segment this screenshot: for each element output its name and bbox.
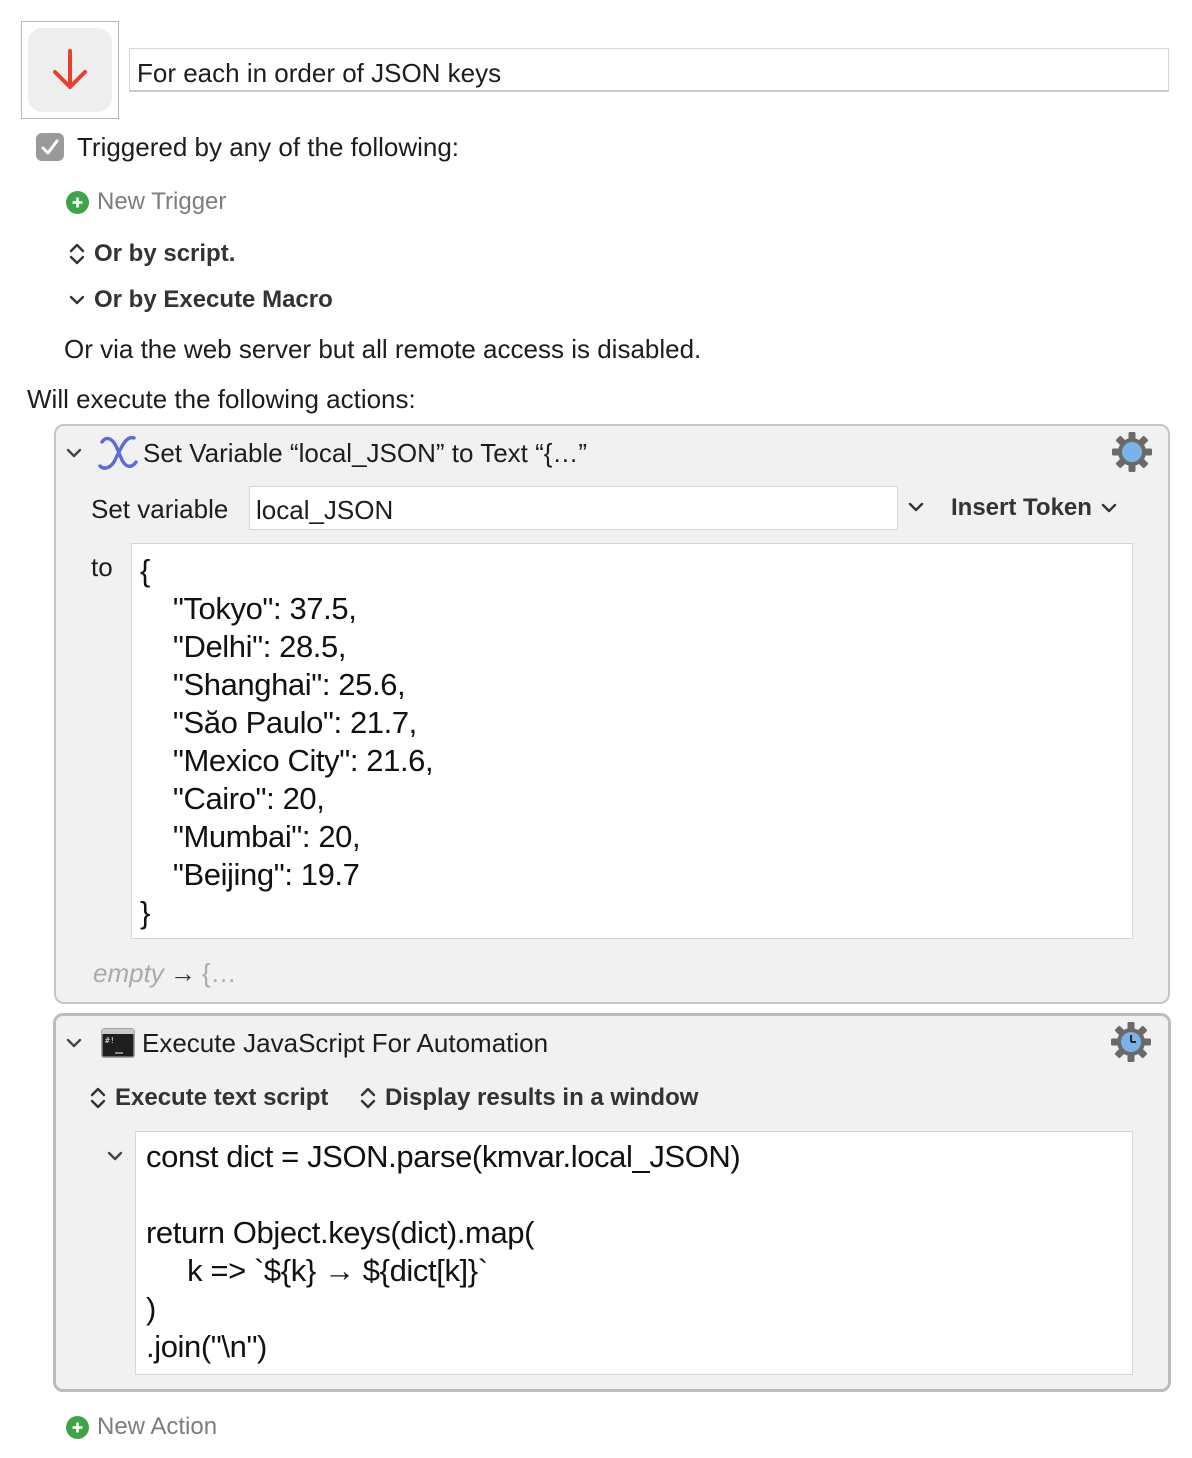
variable-name-field[interactable]: local_JSON — [249, 486, 898, 530]
red-down-arrow-icon — [50, 47, 90, 93]
set-variable-action-title: Set Variable “local_JSON” to Text “{…” — [143, 438, 588, 468]
up-down-chevron-icon — [68, 241, 86, 267]
display-option-label: Display results in a window — [385, 1084, 699, 1111]
to-label: to — [91, 552, 113, 582]
code-line: .join("\n") — [146, 1329, 267, 1364]
code-line — [146, 1176, 1132, 1214]
up-down-chevron-icon — [89, 1085, 107, 1111]
execute-jxa-action[interactable] — [53, 1013, 1171, 1392]
insert-token-menu[interactable] — [951, 494, 1118, 522]
preview-value: {… — [201, 958, 237, 988]
actions-heading: Will execute the following actions: — [27, 384, 416, 414]
gear-clock-icon[interactable] — [1110, 1021, 1152, 1063]
set-variable-action[interactable] — [54, 424, 1170, 1004]
triggered-label: Triggered by any of the following: — [77, 132, 460, 162]
script-text-field[interactable] — [135, 1131, 1133, 1375]
code-line: "Shanghai": 25.6, — [140, 667, 406, 702]
variable-popup-chevron-icon[interactable] — [906, 500, 926, 516]
new-trigger-button[interactable] — [66, 188, 226, 216]
chevron-down-icon — [1100, 500, 1118, 516]
script-disclosure-chevron-icon[interactable] — [105, 1149, 125, 1165]
macro-icon-background — [28, 28, 112, 112]
or-by-script-label: Or by script. — [94, 240, 236, 267]
execute-jxa-action-title: Execute JavaScript For Automation — [142, 1028, 549, 1058]
script-code-content — [146, 1138, 1132, 1366]
execute-option-popup[interactable] — [89, 1084, 328, 1112]
code-line: const dict = JSON.parse(kmvar.local_JSON) — [146, 1139, 741, 1174]
or-by-script-popup[interactable] — [68, 240, 235, 268]
text-value-field[interactable] — [131, 543, 1133, 939]
code-line: } — [140, 895, 150, 930]
variable-x-icon — [96, 432, 140, 472]
code-line: "Mexico City": 21.6, — [140, 743, 434, 778]
code-line: ) — [146, 1291, 156, 1326]
execute-option-label: Execute text script — [115, 1084, 329, 1111]
chevron-down-icon[interactable] — [64, 1036, 84, 1052]
new-action-label: New Action — [97, 1413, 218, 1440]
code-line: "Cairo": 20, — [140, 781, 325, 816]
code-line: "Delhi": 28.5, — [140, 629, 347, 664]
gear-icon[interactable] — [1111, 431, 1153, 473]
code-line: { — [140, 553, 150, 588]
insert-token-label: Insert Token — [951, 494, 1092, 521]
new-trigger-label: New Trigger — [97, 188, 227, 215]
terminal-icon — [101, 1028, 135, 1058]
or-by-execute-macro-label: Or by Execute Macro — [94, 286, 333, 313]
macro-name-field[interactable]: For each in order of JSON keys — [129, 48, 1169, 92]
macro-icon-well[interactable] — [21, 21, 119, 119]
new-action-button[interactable] — [66, 1413, 217, 1441]
set-variable-label: Set variable — [91, 494, 229, 524]
triggered-checkbox[interactable] — [36, 133, 64, 161]
code-line: "Beijing": 19.7 — [140, 857, 360, 892]
display-option-popup[interactable] — [359, 1084, 698, 1112]
chevron-down-icon — [68, 287, 86, 313]
checkmark-icon — [40, 137, 60, 157]
svg-text:#!: #! — [105, 1036, 115, 1045]
plus-circle-icon — [66, 191, 89, 214]
action-preview — [93, 958, 237, 989]
or-by-execute-macro-disclosure[interactable] — [68, 286, 333, 314]
web-server-note: Or via the web server but all remote access is disabled. — [64, 334, 702, 364]
json-text-content — [140, 552, 1132, 932]
code-line: "Săo Paulo": 21.7, — [140, 705, 417, 740]
preview-arrow: → — [169, 958, 196, 988]
preview-empty: empty — [93, 958, 164, 988]
plus-circle-icon — [66, 1416, 89, 1439]
chevron-down-icon[interactable] — [64, 446, 84, 462]
up-down-chevron-icon — [359, 1085, 377, 1111]
code-line: "Tokyo": 37.5, — [140, 591, 357, 626]
code-line: k => `${k} → ${dict[k]}` — [146, 1253, 488, 1288]
code-line: "Mumbai": 20, — [140, 819, 361, 854]
code-line: return Object.keys(dict).map( — [146, 1215, 535, 1250]
